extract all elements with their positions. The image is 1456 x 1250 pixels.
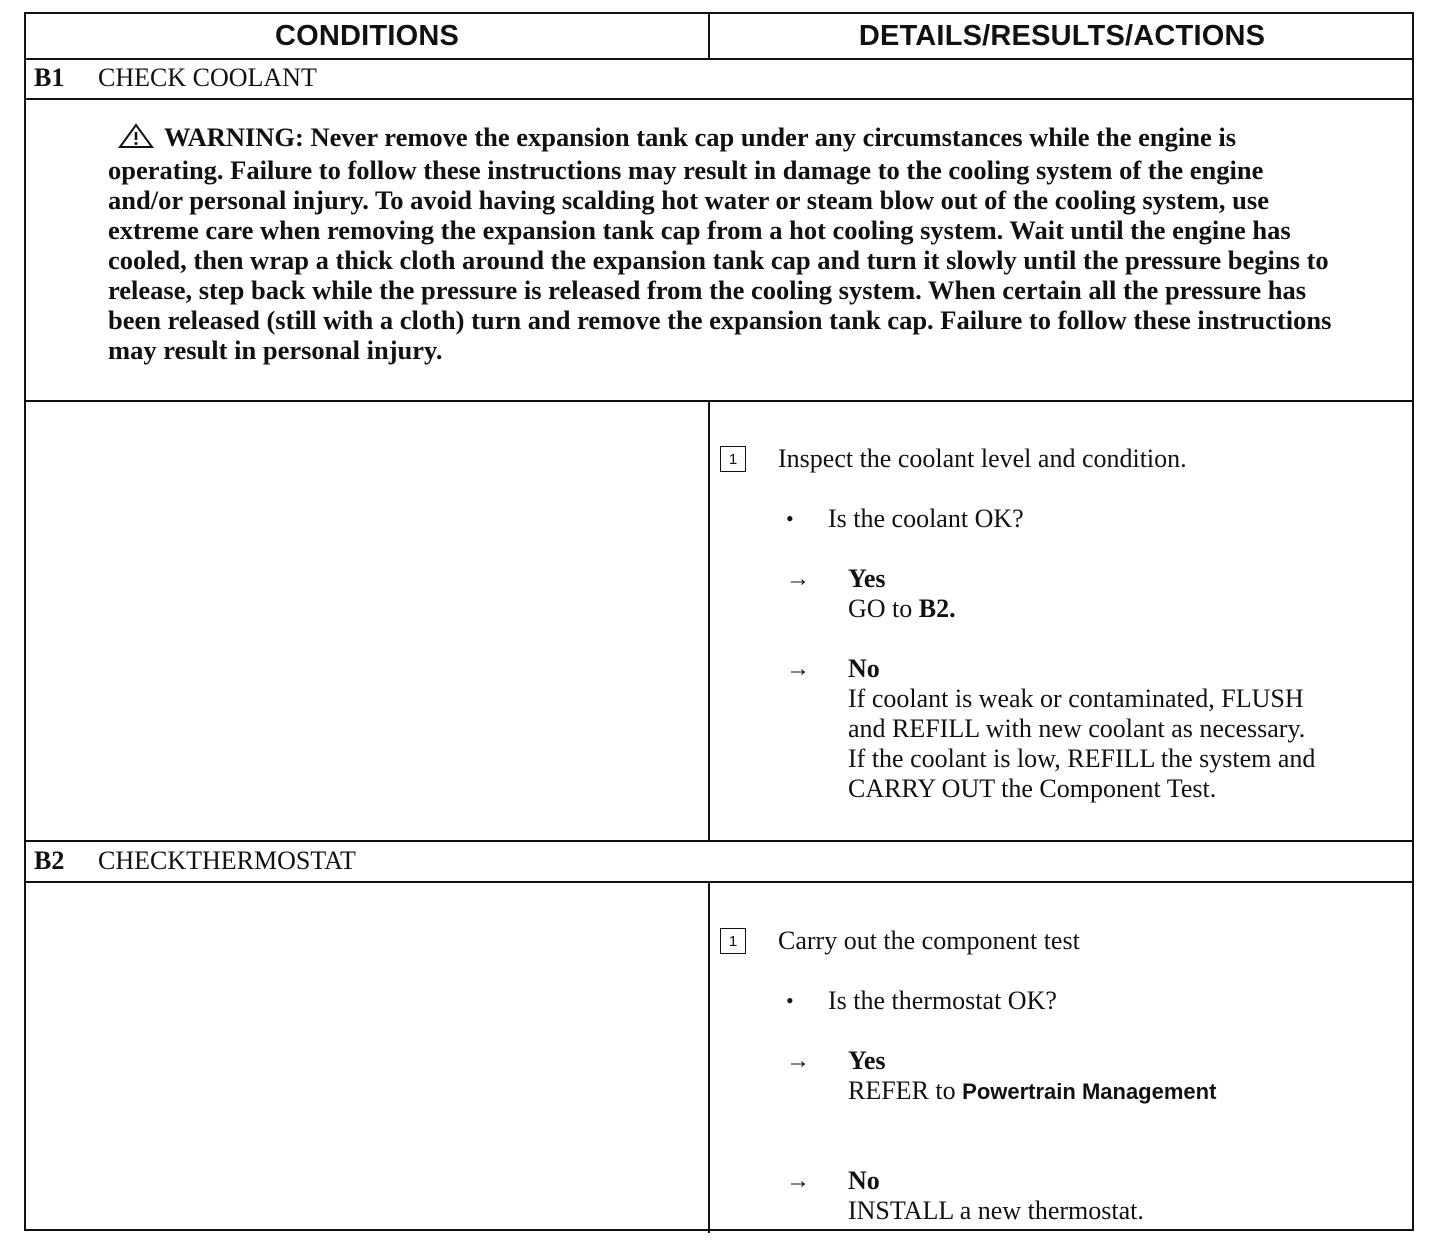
question-text: Is the thermostat OK?	[828, 986, 1057, 1015]
section-title-b1	[34, 58, 317, 98]
yes-action-ref: B2.	[918, 594, 956, 623]
no-label: No	[848, 654, 880, 683]
header-divider	[708, 14, 710, 58]
right-arrow-icon: →	[786, 1168, 810, 1194]
rule	[26, 98, 1412, 100]
section-title: CHECKTHERMOSTAT	[98, 846, 356, 875]
rule	[26, 400, 1412, 402]
section-title: CHECK COOLANT	[98, 63, 317, 92]
no-action-text: INSTALL a new thermostat.	[848, 1196, 1144, 1225]
yes-action-text: GO to	[848, 594, 919, 623]
bullet-icon: •	[786, 988, 794, 1013]
yes-action	[848, 594, 956, 624]
section-code: B2	[34, 846, 65, 875]
bullet-icon: •	[786, 506, 794, 531]
no-label: No	[848, 1166, 880, 1195]
warning-text: WARNING: Never remove the expansion tank cap under any circumstances while the engine is operating. Failure to follow these instructions may result in damage to the cooling system of the engine and/or personal injury. To avoid having scalding hot water or steam blow out of the cooling system, use extreme care when removing the expansion tank cap from a hot cooling system. Wait until the engine has cooled, then wrap a thick cloth around the expansion tank cap and turn it slowly until the pressure begins to release, step back while the pressure is released from the cooling system. When certain all the pressure has been released (still with a cloth) turn and remove the expansion tank cap. Failure to follow these instructions may result in personal injury.	[108, 122, 1332, 365]
yes-action-ref: Powertrain Management	[962, 1079, 1217, 1104]
right-arrow-icon: →	[786, 566, 810, 592]
right-arrow-icon: →	[786, 656, 810, 682]
no-action-line: If the coolant is low, REFILL the system and	[848, 744, 1316, 773]
no-action-line: and REFILL with new coolant as necessary.	[848, 714, 1306, 743]
no-action-line: CARRY OUT the Component Test.	[848, 774, 1217, 803]
question-text: Is the coolant OK?	[828, 504, 1024, 533]
warning-block	[108, 122, 1338, 365]
header-details: DETAILS/RESULTS/ACTIONS	[858, 19, 1266, 52]
step-text: Inspect the coolant level and condition.	[778, 444, 1187, 473]
yes-label: Yes	[848, 1046, 886, 1075]
step-number-box: 1	[720, 928, 746, 954]
yes-action	[848, 1076, 1216, 1106]
section-code: B1	[34, 63, 65, 92]
no-action-line: If coolant is weak or contaminated, FLUSH	[848, 684, 1304, 713]
yes-action-text: REFER to	[848, 1076, 963, 1105]
right-arrow-icon: →	[786, 1048, 810, 1074]
section-title-b2	[34, 841, 356, 881]
diagnostic-table	[24, 12, 1414, 1231]
yes-label: Yes	[848, 564, 886, 593]
column-divider	[708, 881, 710, 1233]
step-number-box: 1	[720, 446, 746, 472]
warning-triangle-icon	[120, 123, 154, 155]
step-text: Carry out the component test	[778, 926, 1080, 955]
column-divider	[708, 400, 710, 840]
rule	[26, 881, 1412, 883]
header-conditions: CONDITIONS	[274, 19, 460, 52]
